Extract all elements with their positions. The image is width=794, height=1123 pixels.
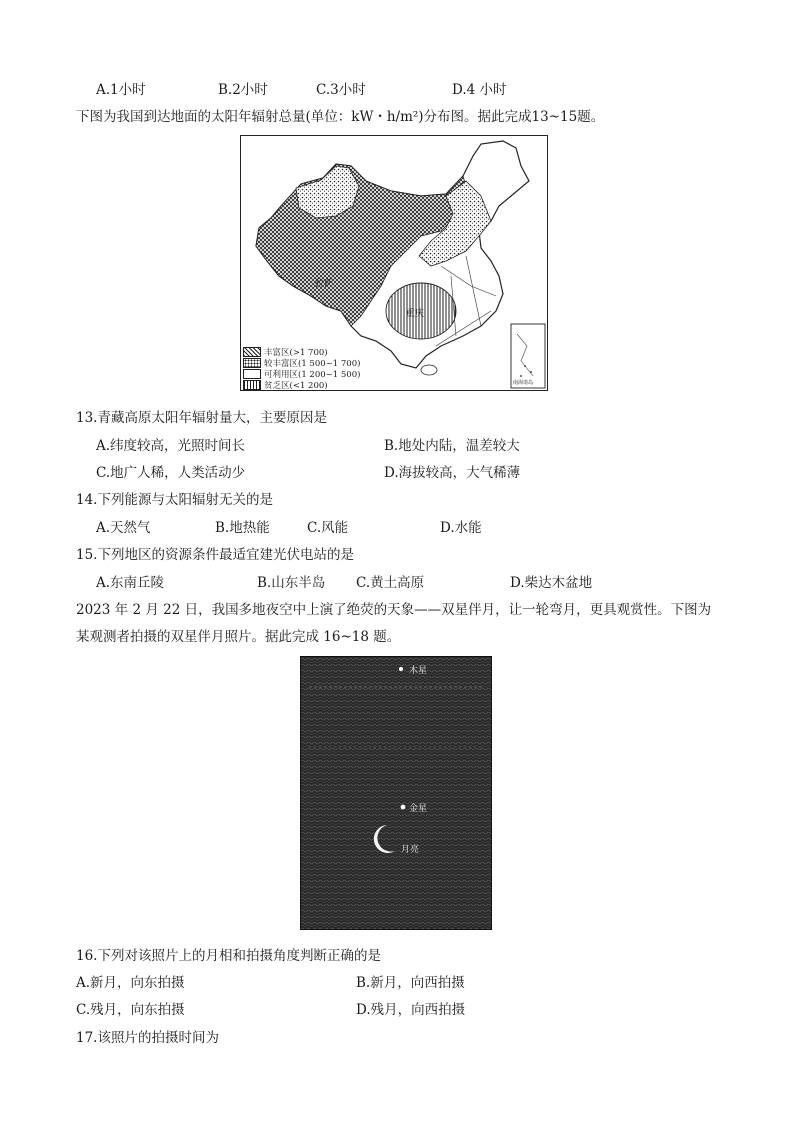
q15-stem: 15.下列地区的资源条件最适宜建光伏电站的是 [76, 547, 354, 563]
intro-16-18-line2: 某观测者拍摄的双星伴月照片。据此完成 16~18 题。 [76, 629, 401, 645]
q16-option-a: A.新月，向东拍摄 [76, 975, 185, 991]
legend-swatch-usable [243, 369, 261, 379]
intro-13-15: 下图为我国到达地面的太阳年辐射总量(单位：kW・h/m²)分布图。据此完成13~15题。 [76, 109, 605, 125]
q16-option-b: B.新月，向西拍摄 [356, 975, 465, 991]
inset-label: 南海诸岛 [513, 380, 534, 386]
legend-label-rich: 丰富区(>1 700) [264, 348, 328, 358]
legend-poor [243, 379, 328, 391]
q12-option-b: B.2小时 [218, 82, 268, 98]
legend-swatch-fairly-rich [243, 358, 261, 368]
q15-option-c: C.黄土高原 [356, 575, 425, 591]
photo-label-moon: 月亮 [401, 845, 420, 855]
legend-label-usable: 可利用区(1 200~1 500) [264, 370, 361, 380]
q12-option-d: D.4 小时 [452, 82, 507, 98]
q12-option-c: C.3小时 [316, 82, 366, 98]
q14-option-a: A.天然气 [96, 520, 151, 536]
map-label-lhasa: 拉萨 [315, 279, 334, 289]
photo-label-venus: 金星 [409, 804, 428, 814]
map-label-chongqing: 重庆 [406, 309, 425, 319]
q14-option-c: C.风能 [307, 520, 349, 536]
q14-option-d: D.水能 [440, 520, 482, 536]
legend-label-poor: 贫乏区(<1 200) [264, 381, 328, 391]
q13-option-c: C.地广人稀，人类活动少 [96, 465, 246, 481]
venus-dot [401, 805, 406, 810]
q16-option-d: D.残月，向西拍摄 [356, 1002, 466, 1018]
q15-option-a: A.东南丘陵 [96, 575, 165, 591]
legend-swatch-rich [243, 347, 261, 357]
photo-label-jupiter: 木星 [409, 666, 428, 676]
q14-option-b: B.地热能 [215, 520, 270, 536]
jupiter-dot [399, 667, 403, 671]
q12-option-a: A.1小时 [96, 82, 146, 98]
solar-radiation-map [240, 135, 548, 391]
legend-label-fairly-rich: 较丰富区(1 500~1 700) [264, 359, 361, 369]
q13-option-b: B.地处内陆，温差较大 [384, 438, 520, 454]
q13-option-d: D.海拔较高，大气稀薄 [384, 465, 521, 481]
q15-option-d: D.柴达木盆地 [510, 575, 593, 591]
q15-option-b: B.山东半岛 [257, 575, 326, 591]
q16-stem: 16.下列对该照片上的月相和拍摄角度判断正确的是 [76, 948, 381, 964]
q13-option-a: A.纬度较高，光照时间长 [96, 438, 246, 454]
q17-stem: 17.该照片的拍摄时间为 [76, 1030, 219, 1046]
q16-option-c: C.残月，向东拍摄 [76, 1002, 185, 1018]
legend-swatch-poor [243, 380, 261, 390]
intro-16-18-line1: 2023 年 2 月 22 日，我国多地夜空中上演了绝荧的天象——双星伴月，让一轮弯月，更具观赏性。下图为 [76, 602, 712, 618]
q13-stem: 13.青藏高原太阳年辐射量大，主要原因是 [76, 410, 327, 426]
q14-stem: 14.下列能源与太阳辐射无关的是 [76, 492, 273, 508]
double-star-moon-photo [300, 656, 492, 930]
photo-graphic [301, 657, 491, 929]
